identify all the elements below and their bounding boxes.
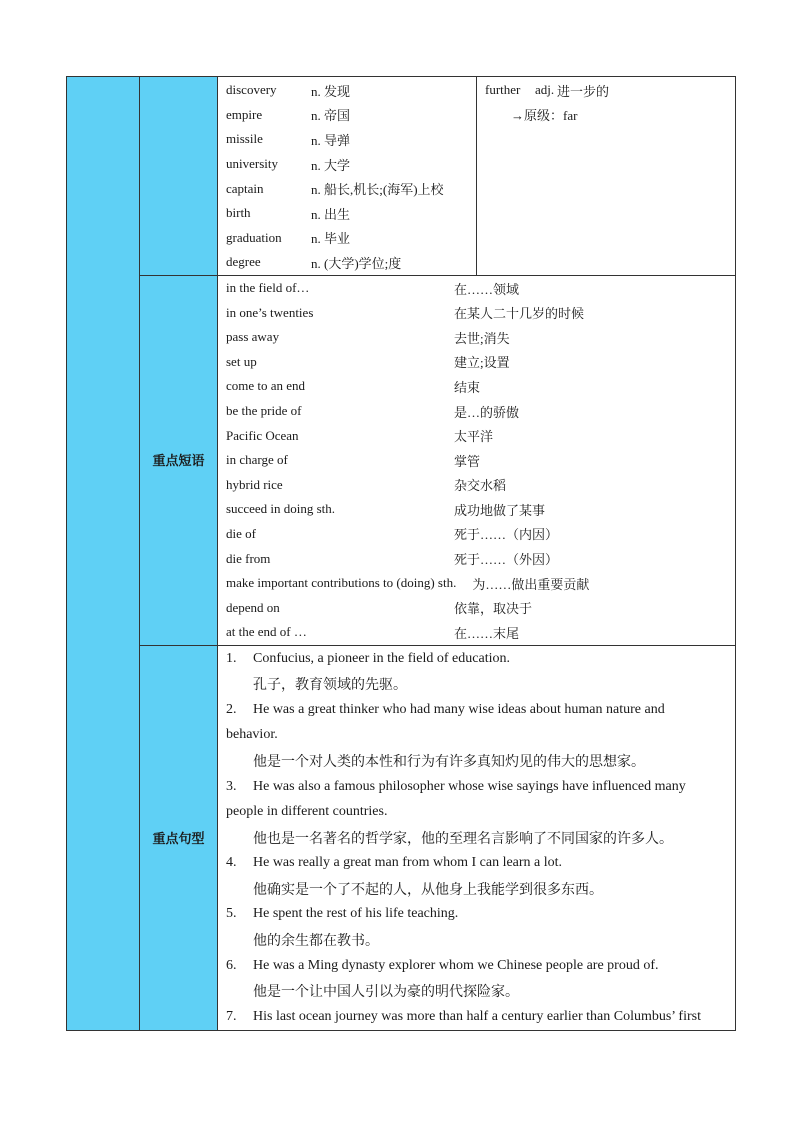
sentence-number: 4. <box>226 855 237 871</box>
phrase-english: depend on <box>226 599 280 615</box>
phrase-english: die of <box>226 525 256 541</box>
further-word: further <box>485 82 521 98</box>
phrase-english: pass away <box>226 329 280 345</box>
sentence-number: 1. <box>226 650 237 666</box>
vocab-meaning: n. 导弹 <box>311 132 351 148</box>
phrase-english: be the pride of <box>226 403 302 419</box>
sentence-number: 6. <box>226 957 237 973</box>
sentence-english: He was also a famous philosopher whose wise sayings have influenced many <box>253 778 686 794</box>
phrase-item <box>218 620 735 645</box>
phrase-english: succeed in doing sth. <box>226 501 336 517</box>
sentence-english: He was a Ming dynasty explorer whom we Chinese people are proud of. <box>253 957 659 973</box>
phrase-chinese: 在某人二十几岁的时候 <box>454 306 585 322</box>
phrase-english: come to an end <box>226 378 306 394</box>
phrase-chinese: 依靠，取决于 <box>454 601 533 617</box>
phrases-cell <box>218 275 736 645</box>
vocab-meaning: n. 船长,机长;(海军)上校 <box>311 182 444 198</box>
phrase-item <box>218 399 735 424</box>
phrase-chinese: 太平洋 <box>454 429 494 445</box>
phrase-item <box>218 325 735 350</box>
further-note <box>477 77 735 275</box>
sentence-chinese: 孔子，教育领域的先驱。 <box>253 678 407 694</box>
phrase-item <box>218 595 735 620</box>
phrase-chinese: 死于……（内因） <box>454 527 559 543</box>
phrase-item <box>218 571 735 596</box>
sentence-item <box>218 902 735 928</box>
left-blue-column <box>67 77 140 1031</box>
sentence-number: 7. <box>226 1008 237 1024</box>
phrase-chinese: 是…的骄傲 <box>454 404 520 420</box>
sentence-item <box>218 851 735 877</box>
phrase-chinese: 掌管 <box>454 453 481 469</box>
study-table <box>66 76 736 1031</box>
phrase-chinese: 死于……（外因） <box>454 552 559 568</box>
sentence-chinese: 他是一个让中国人引以为豪的明代探险家。 <box>253 985 519 1001</box>
sentence-item <box>218 1004 735 1030</box>
phrase-chinese: 去世;消失 <box>454 330 510 346</box>
phrases-section-label <box>140 275 218 645</box>
phrase-list <box>218 276 735 645</box>
phrase-english: set up <box>226 353 257 369</box>
sentence-item <box>218 953 735 979</box>
sentences-label: 重点句型 <box>152 831 205 847</box>
further-base-form: →原级：far <box>511 108 578 124</box>
vocab-item <box>218 176 476 201</box>
sentences-section-label <box>140 645 218 1030</box>
further-meaning: 进一步的 <box>557 83 610 99</box>
vocab-word: empire <box>226 106 263 122</box>
vocab-meaning: n. 出生 <box>311 206 351 222</box>
sentence-item <box>218 774 735 800</box>
phrases-label: 重点短语 <box>152 454 205 470</box>
phrase-chinese: 建立;设置 <box>454 355 510 371</box>
phrase-english: at the end of … <box>226 624 307 640</box>
vocab-word: birth <box>226 205 251 221</box>
sentence-chinese: 他也是一名著名的哲学家，他的至理名言影响了不同国家的许多人。 <box>253 831 673 847</box>
vocab-word: graduation <box>226 229 282 245</box>
vocab-word: university <box>226 156 278 172</box>
phrase-item <box>218 497 735 522</box>
sentence-chinese: 他确实是一个了不起的人，从他身上我能学到很多东西。 <box>253 882 603 898</box>
phrase-english: make important contributions to (doing) sth. <box>226 575 457 591</box>
vocab-row <box>67 77 736 276</box>
vocab-section-label <box>140 77 218 276</box>
sentences-cell <box>218 645 736 1030</box>
vocab-meaning: n. 帝国 <box>311 108 351 124</box>
phrase-chinese: 杂交水稻 <box>454 478 507 494</box>
phrase-english: in charge of <box>226 452 288 468</box>
vocab-item <box>218 152 476 177</box>
sentences-row <box>67 645 736 1030</box>
sentence-number: 2. <box>226 701 237 717</box>
phrase-english: Pacific Ocean <box>226 427 299 443</box>
sentence-chinese: 他是一个对人类的本性和行为有许多真知灼见的伟大的思想家。 <box>253 754 645 770</box>
phrase-item <box>218 276 735 301</box>
sentence-chinese: 他的余生都在教书。 <box>253 934 379 950</box>
further-pos: adj. <box>535 82 555 98</box>
vocab-item <box>218 127 476 152</box>
phrase-chinese: 在……领域 <box>454 281 520 297</box>
vocab-word: missile <box>226 131 263 147</box>
sentence-english: He was really a great man from whom I can learn a lot. <box>253 855 563 871</box>
vocab-item <box>218 78 476 103</box>
phrase-item <box>218 300 735 325</box>
sentence-item <box>218 697 735 723</box>
sentence-english: He spent the rest of his life teaching. <box>253 906 459 922</box>
vocab-cell <box>218 77 736 276</box>
phrases-row <box>67 275 736 645</box>
phrase-item <box>218 350 735 375</box>
sentence-item <box>218 646 735 672</box>
phrase-chinese: 在……末尾 <box>454 625 520 641</box>
vocab-word: discovery <box>226 82 277 98</box>
phrase-item <box>218 522 735 547</box>
phrase-english: in the field of… <box>226 280 310 296</box>
sentence-english: He was a great thinker who had many wise ideas about human nature and <box>253 701 665 717</box>
phrase-chinese: 为……做出重要贡献 <box>472 576 590 592</box>
sentence-english: Confucius, a pioneer in the field of education. <box>253 650 510 666</box>
sentence-number: 5. <box>226 906 237 922</box>
vocab-list <box>218 77 477 275</box>
vocab-meaning: n. 发现 <box>311 83 351 99</box>
phrase-item <box>218 448 735 473</box>
sentence-english-continued: people in different countries. <box>226 804 388 820</box>
phrase-item <box>218 546 735 571</box>
phrase-item <box>218 423 735 448</box>
vocab-word: degree <box>226 254 261 270</box>
vocab-item <box>218 250 476 275</box>
vocab-meaning: n. 大学 <box>311 157 351 173</box>
sentence-english-continued: behavior. <box>226 727 278 743</box>
sentence-list <box>218 646 735 1030</box>
vocab-item <box>218 226 476 251</box>
phrase-chinese: 成功地做了某事 <box>454 502 546 518</box>
phrase-item <box>218 473 735 498</box>
phrase-english: in one’s twenties <box>226 304 314 320</box>
phrase-item <box>218 374 735 399</box>
vocab-item <box>218 201 476 226</box>
phrase-english: die from <box>226 550 271 566</box>
sentence-english: His last ocean journey was more than half a century earlier than Columbus’ first <box>253 1008 701 1024</box>
vocab-item <box>218 103 476 128</box>
vocab-word: captain <box>226 180 264 196</box>
phrase-english: hybrid rice <box>226 476 283 492</box>
phrase-chinese: 结束 <box>454 379 481 395</box>
sentence-number: 3. <box>226 778 237 794</box>
vocab-meaning: n. (大学)学位;度 <box>311 255 402 271</box>
vocab-meaning: n. 毕业 <box>311 231 351 247</box>
